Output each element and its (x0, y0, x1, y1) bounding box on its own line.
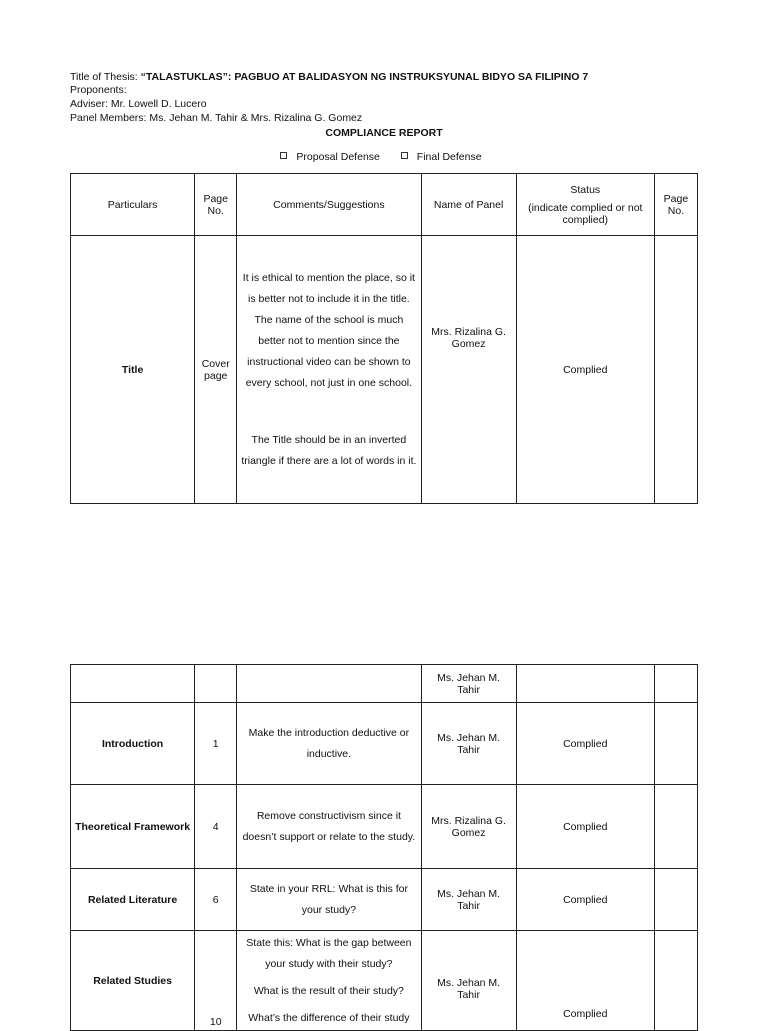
particular-cell: Related Studies (71, 931, 195, 1031)
proponents-line: Proponents: (70, 84, 127, 96)
panel-cell: Mrs. Rizalina G. Gomez (421, 785, 516, 869)
status-cell: Complied (516, 703, 654, 785)
page-cell (195, 665, 237, 703)
page-cell: 1 (195, 703, 237, 785)
status-cell: Complied (516, 785, 654, 869)
page-cell-2 (654, 869, 697, 931)
table-row (71, 236, 698, 504)
status-cell (516, 665, 654, 703)
particular-cell: Introduction (71, 703, 195, 785)
particular-cell: Related Literature (71, 869, 195, 931)
panel-cell: Ms. Jehan M. Tahir (421, 703, 516, 785)
panel-cell: Ms. Jehan M. Tahir (421, 931, 516, 1031)
header-page-no: Page No. (195, 174, 237, 236)
proposal-defense-option[interactable]: Proposal Defense (280, 151, 385, 163)
page-cell-2 (654, 703, 697, 785)
checkbox-icon[interactable] (401, 152, 408, 159)
page-cell-2 (654, 236, 697, 504)
page-cell: 10 (195, 931, 237, 1031)
thesis-label: Title of Thesis: (70, 71, 141, 83)
compliance-table-continued (70, 664, 698, 1031)
header-comments: Comments/Suggestions (237, 174, 421, 236)
header-page-no-2: Page No. (654, 174, 697, 236)
status-cell: Complied (516, 931, 654, 1031)
panel-cell: Mrs. Rizalina G. Gomez (421, 236, 516, 504)
comment-cell: State this: What is the gap between your study with their study? What is the result of their study? What’s the difference of their study (237, 931, 421, 1031)
table-row (71, 931, 698, 1031)
page-cell: Cover page (195, 236, 237, 504)
header-panel: Name of Panel (421, 174, 516, 236)
compliance-table (70, 173, 698, 504)
page-cell: 4 (195, 785, 237, 869)
particular-cell: Title (71, 236, 195, 504)
comment-cell (237, 665, 421, 703)
comment-cell: Remove constructivism since it doesn’t support or relate to the study. (237, 785, 421, 869)
panel-cell: Ms. Jehan M. Tahir (421, 665, 516, 703)
page-cell: 6 (195, 869, 237, 931)
table-row (71, 703, 698, 785)
table-row (71, 785, 698, 869)
particular-cell: Theoretical Framework (71, 785, 195, 869)
table-header-row (71, 174, 698, 236)
comment-cell: State in your RRL: What is this for your study? (237, 869, 421, 931)
status-cell: Complied (516, 236, 654, 504)
defense-options (0, 151, 768, 163)
table-row (71, 665, 698, 703)
header-status: Status (indicate complied or not complied) (516, 174, 654, 236)
comment-cell: It is ethical to mention the place, so it is better not to include it in the title. The name of the school is much better not to mention since the instructional video can be shown to every school, not just in one school. The Title should be in an inverted triangle if there are a lot of words in it. (237, 236, 421, 504)
particular-cell (71, 665, 195, 703)
thesis-title-line (70, 71, 588, 84)
header-particulars: Particulars (71, 174, 195, 236)
status-cell: Complied (516, 869, 654, 931)
panel-cell: Ms. Jehan M. Tahir (421, 869, 516, 931)
page-cell-2 (654, 665, 697, 703)
report-title: COMPLIANCE REPORT (325, 127, 443, 139)
thesis-title: “TALASTUKLAS”: PAGBUO AT BALIDASYON NG INSTRUKSYUNAL BIDYO SA FILIPINO 7 (140, 71, 589, 83)
comment-cell: Make the introduction deductive or inductive. (237, 703, 421, 785)
table-row (71, 869, 698, 931)
page-cell-2 (654, 785, 697, 869)
adviser-line: Adviser: Mr. Lowell D. Lucero (70, 98, 207, 110)
checkbox-icon[interactable] (280, 152, 287, 159)
page-cell-2 (654, 931, 697, 1031)
final-defense-option[interactable]: Final Defense (401, 151, 488, 163)
panel-members-line: Panel Members: Ms. Jehan M. Tahir & Mrs. Rizalina G. Gomez (70, 112, 363, 124)
